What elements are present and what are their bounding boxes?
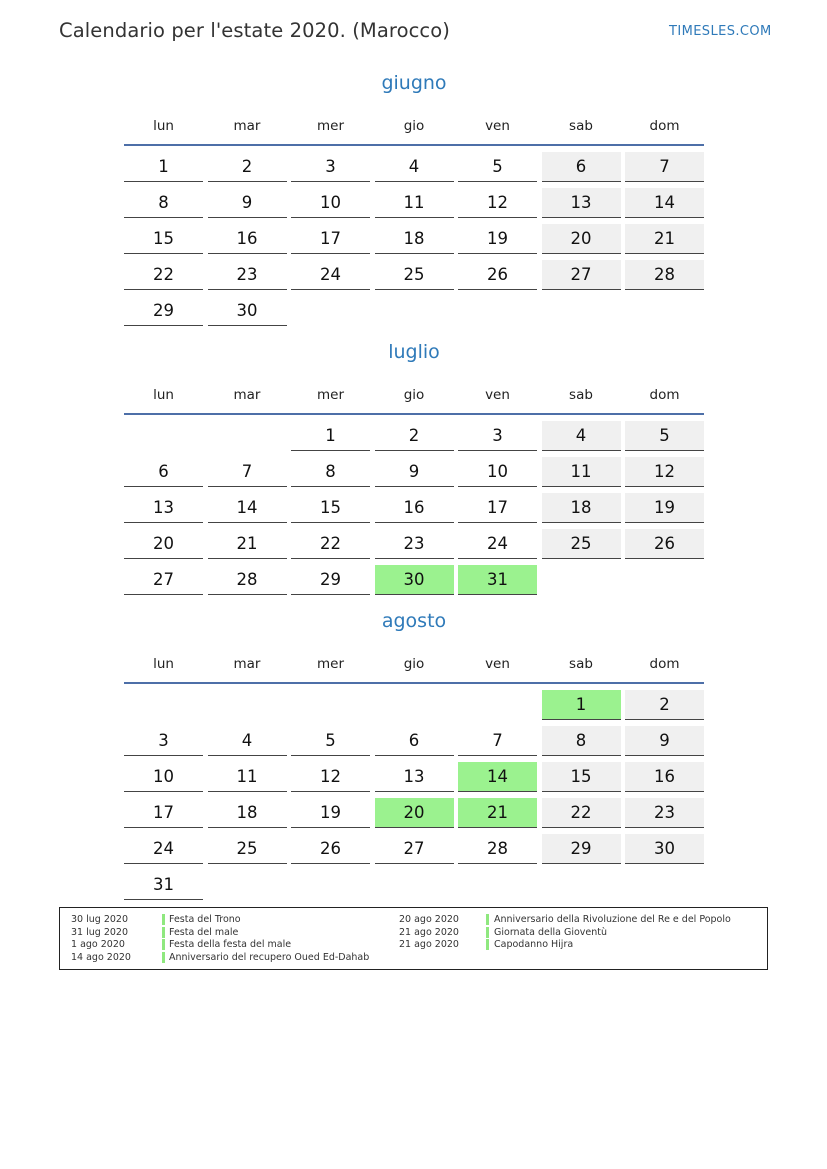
weekday-label: mar (233, 118, 261, 134)
day-cell: 3 (124, 726, 203, 756)
weekday-label: sab (569, 118, 593, 134)
header-divider (124, 413, 704, 415)
day-cell: 2 (625, 690, 704, 720)
day-cell: 20 (542, 224, 621, 254)
legend-holiday-name: Anniversario del recupero Oued Ed-Dahab (169, 952, 370, 964)
day-cell: 16 (625, 762, 704, 792)
legend-entry (399, 914, 759, 927)
day-cell: 10 (291, 188, 370, 218)
day-cell: 27 (542, 260, 621, 290)
day-cell: 17 (458, 493, 537, 523)
day-cell: 21 (208, 529, 287, 559)
day-cell: 3 (458, 421, 537, 451)
month-title: luglio (388, 341, 440, 363)
day-cell: 19 (625, 493, 704, 523)
legend-color-marker (162, 952, 165, 963)
day-cell: 25 (542, 529, 621, 559)
day-cell: 17 (291, 224, 370, 254)
weekday-label: mer (316, 118, 344, 134)
legend-column-right (399, 914, 759, 952)
day-cell: 8 (124, 188, 203, 218)
day-cell: 14 (625, 188, 704, 218)
month-title: giugno (381, 72, 447, 94)
day-cell: 8 (542, 726, 621, 756)
day-cell: 26 (291, 834, 370, 864)
day-cell: 10 (124, 762, 203, 792)
weekday-label: sab (569, 656, 593, 672)
page-title: Calendario per l'estate 2020. (Marocco) (59, 19, 450, 42)
legend-color-marker (486, 939, 489, 950)
weekday-label: mer (316, 656, 344, 672)
day-cell: 26 (458, 260, 537, 290)
day-cell: 18 (542, 493, 621, 523)
legend-entry (399, 927, 759, 940)
day-cell: 4 (208, 726, 287, 756)
day-cell: 9 (208, 188, 287, 218)
day-cell: 17 (124, 798, 203, 828)
day-cell: 20 (124, 529, 203, 559)
day-cell: 11 (375, 188, 454, 218)
weekday-header (124, 387, 704, 403)
day-cell: 11 (208, 762, 287, 792)
legend-column-left (71, 914, 391, 965)
weekday-label: mar (233, 656, 261, 672)
legend-entry (71, 952, 391, 965)
day-cell: 30 (625, 834, 704, 864)
day-cell: 7 (208, 457, 287, 487)
day-cell: 5 (291, 726, 370, 756)
weekday-label: dom (649, 118, 680, 134)
day-cell: 23 (208, 260, 287, 290)
day-cell: 8 (291, 457, 370, 487)
weekday-label: gio (403, 118, 425, 134)
legend-date: 14 ago 2020 (71, 952, 131, 964)
legend-holiday-name: Giornata della Gioventù (494, 926, 608, 938)
day-cell: 14 (208, 493, 287, 523)
day-cell: 9 (375, 457, 454, 487)
day-cell: 27 (124, 565, 203, 595)
weekday-label: ven (485, 656, 510, 672)
legend-holiday-name: Festa del Trono (169, 914, 241, 925)
legend-holiday-name: Capodanno Hijra (494, 939, 574, 951)
day-cell: 7 (625, 152, 704, 182)
day-cell: 15 (542, 762, 621, 792)
day-cell: 24 (124, 834, 203, 864)
weekday-label: dom (649, 656, 680, 672)
day-cell: 27 (375, 834, 454, 864)
day-cell: 12 (458, 188, 537, 218)
day-cell: 25 (375, 260, 454, 290)
day-cell: 21 (458, 798, 537, 828)
day-cell: 14 (458, 762, 537, 792)
legend-color-marker (486, 914, 489, 925)
legend-entry (399, 939, 759, 952)
legend-color-marker (162, 914, 165, 925)
day-cell: 5 (458, 152, 537, 182)
day-cell: 16 (375, 493, 454, 523)
day-cell: 28 (458, 834, 537, 864)
day-cell: 15 (291, 493, 370, 523)
holiday-legend (59, 907, 768, 970)
day-cell: 13 (124, 493, 203, 523)
day-cell: 3 (291, 152, 370, 182)
weekday-label: sab (569, 387, 593, 403)
day-cell: 11 (542, 457, 621, 487)
legend-entry (71, 939, 391, 952)
day-cell: 1 (291, 421, 370, 451)
day-cell: 22 (124, 260, 203, 290)
day-cell: 12 (291, 762, 370, 792)
day-cell: 30 (208, 296, 287, 326)
day-cell: 9 (625, 726, 704, 756)
legend-holiday-name: Festa del male (169, 926, 239, 938)
day-cell: 7 (458, 726, 537, 756)
legend-holiday-name: Anniversario della Rivoluzione del Re e del Popolo (494, 914, 731, 925)
day-cell: 13 (542, 188, 621, 218)
day-cell: 15 (124, 224, 203, 254)
day-cell: 28 (208, 565, 287, 595)
day-cell: 19 (291, 798, 370, 828)
day-cell: 4 (375, 152, 454, 182)
day-cell: 29 (291, 565, 370, 595)
day-cell: 25 (208, 834, 287, 864)
weekday-label: ven (485, 387, 510, 403)
day-cell: 2 (208, 152, 287, 182)
day-cell: 2 (375, 421, 454, 451)
legend-color-marker (162, 939, 165, 950)
day-cell: 18 (375, 224, 454, 254)
day-cell: 22 (542, 798, 621, 828)
day-cell: 26 (625, 529, 704, 559)
legend-color-marker (486, 927, 489, 938)
header-divider (124, 144, 704, 146)
day-cell: 6 (375, 726, 454, 756)
day-cell: 6 (542, 152, 621, 182)
legend-date: 21 ago 2020 (399, 926, 459, 938)
legend-date: 21 ago 2020 (399, 939, 459, 951)
legend-date: 31 lug 2020 (71, 926, 128, 938)
day-cell: 29 (124, 296, 203, 326)
weekday-label: mer (316, 387, 344, 403)
legend-date: 30 lug 2020 (71, 914, 128, 925)
weekday-label: lun (153, 387, 174, 403)
day-cell: 19 (458, 224, 537, 254)
day-cell: 22 (291, 529, 370, 559)
day-cell: 29 (542, 834, 621, 864)
weekday-header (124, 118, 704, 134)
legend-color-marker (162, 927, 165, 938)
legend-entry (71, 927, 391, 940)
day-cell: 23 (375, 529, 454, 559)
legend-date: 20 ago 2020 (399, 914, 459, 925)
day-cell: 24 (458, 529, 537, 559)
day-cell: 23 (625, 798, 704, 828)
day-cell: 31 (124, 870, 203, 900)
day-cell: 4 (542, 421, 621, 451)
weekday-label: mar (233, 387, 261, 403)
day-cell: 20 (375, 798, 454, 828)
weekday-label: ven (485, 118, 510, 134)
day-cell: 21 (625, 224, 704, 254)
weekday-label: dom (649, 387, 680, 403)
day-cell: 24 (291, 260, 370, 290)
day-cell: 16 (208, 224, 287, 254)
legend-entry (71, 914, 391, 927)
brand-logo-text[interactable]: TIMESLES.COM (669, 24, 772, 39)
weekday-label: lun (153, 118, 174, 134)
month-title: agosto (381, 610, 447, 632)
weekday-label: gio (403, 656, 425, 672)
legend-date: 1 ago 2020 (71, 939, 125, 951)
weekday-label: gio (403, 387, 425, 403)
day-cell: 1 (542, 690, 621, 720)
day-cell: 30 (375, 565, 454, 595)
day-cell: 28 (625, 260, 704, 290)
day-cell: 13 (375, 762, 454, 792)
day-cell: 5 (625, 421, 704, 451)
weekday-header (124, 656, 704, 672)
legend-holiday-name: Festa della festa del male (169, 939, 292, 951)
weekday-label: lun (153, 656, 174, 672)
day-cell: 10 (458, 457, 537, 487)
day-cell: 12 (625, 457, 704, 487)
day-cell: 18 (208, 798, 287, 828)
day-cell: 6 (124, 457, 203, 487)
header-divider (124, 682, 704, 684)
day-cell: 1 (124, 152, 203, 182)
day-cell: 31 (458, 565, 537, 595)
